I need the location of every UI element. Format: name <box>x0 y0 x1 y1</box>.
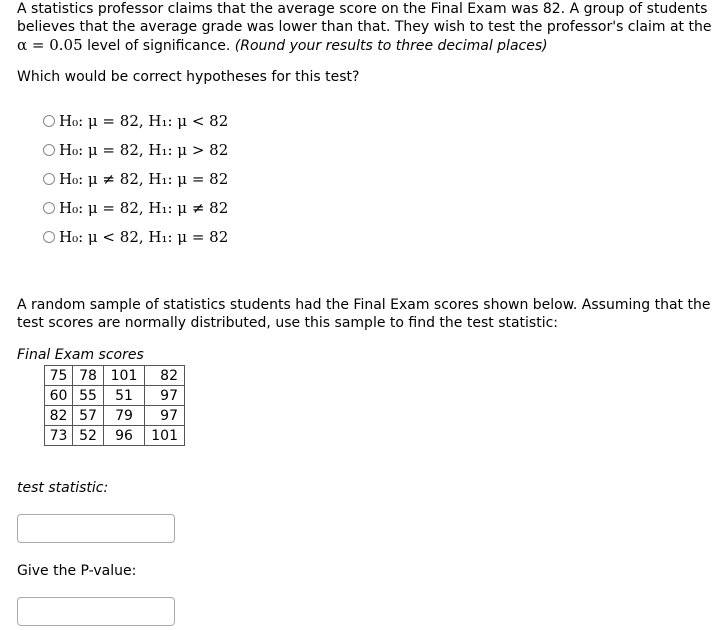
rounding-note: (Round your results to three decimal places) <box>234 38 548 54</box>
table-cell: 51 <box>104 386 145 406</box>
p-value-label: Give the P-value: <box>17 563 137 579</box>
intro-text-after: level of significance. <box>82 38 235 54</box>
table-row <box>45 366 185 386</box>
table-row <box>45 406 185 426</box>
hypothesis-label: H₀: μ ≠ 82, H₁: μ = 82 <box>59 170 229 188</box>
scores-table <box>44 365 185 446</box>
test-statistic-label: test statistic: <box>17 480 109 496</box>
alpha-level: α = 0.05 <box>17 36 83 54</box>
radio-button[interactable] <box>43 144 55 156</box>
radio-button[interactable] <box>43 173 55 185</box>
table-cell: 101 <box>145 426 185 446</box>
table-cell: 79 <box>104 406 145 426</box>
sample-description: A random sample of statistics students had the Final Exam scores shown below. Assuming that the test scores are normally distributed, use this sample to find the test statistic: <box>17 297 711 331</box>
table-cell: 75 <box>45 366 73 386</box>
hypothesis-option-4[interactable] <box>43 197 228 219</box>
table-cell: 52 <box>73 426 104 446</box>
hypothesis-option-5[interactable] <box>43 226 228 248</box>
table-cell: 97 <box>145 406 185 426</box>
p-value-input[interactable] <box>17 597 175 626</box>
table-row <box>45 426 185 446</box>
table-cell: 96 <box>104 426 145 446</box>
hypothesis-option-2[interactable] <box>43 139 228 161</box>
hypotheses-question: Which would be correct hypotheses for this test? <box>17 69 360 85</box>
table-caption: Final Exam scores <box>17 347 144 363</box>
hypothesis-label: H₀: μ = 82, H₁: μ < 82 <box>59 112 229 130</box>
radio-button[interactable] <box>43 115 55 127</box>
intro-text: A statistics professor claims that the average score on the Final Exam was 82. A group of students believes that the average grade was lower than that. They wish to test the professor's claim at the <box>17 1 712 35</box>
hypothesis-option-3[interactable] <box>43 168 228 190</box>
table-cell: 60 <box>45 386 73 406</box>
table-cell: 78 <box>73 366 104 386</box>
radio-button[interactable] <box>43 202 55 214</box>
table-cell: 82 <box>145 366 185 386</box>
hypothesis-label: H₀: μ = 82, H₁: μ ≠ 82 <box>59 199 229 217</box>
table-cell: 57 <box>73 406 104 426</box>
table-cell: 82 <box>45 406 73 426</box>
hypothesis-option-1[interactable] <box>43 110 228 132</box>
problem-intro <box>17 0 712 55</box>
table-row <box>45 386 185 406</box>
radio-button[interactable] <box>43 231 55 243</box>
table-cell: 97 <box>145 386 185 406</box>
table-cell: 55 <box>73 386 104 406</box>
hypothesis-label: H₀: μ < 82, H₁: μ = 82 <box>59 228 229 246</box>
table-cell: 101 <box>104 366 145 386</box>
hypothesis-label: H₀: μ = 82, H₁: μ > 82 <box>59 141 229 159</box>
table-cell: 73 <box>45 426 73 446</box>
test-statistic-input[interactable] <box>17 514 175 543</box>
